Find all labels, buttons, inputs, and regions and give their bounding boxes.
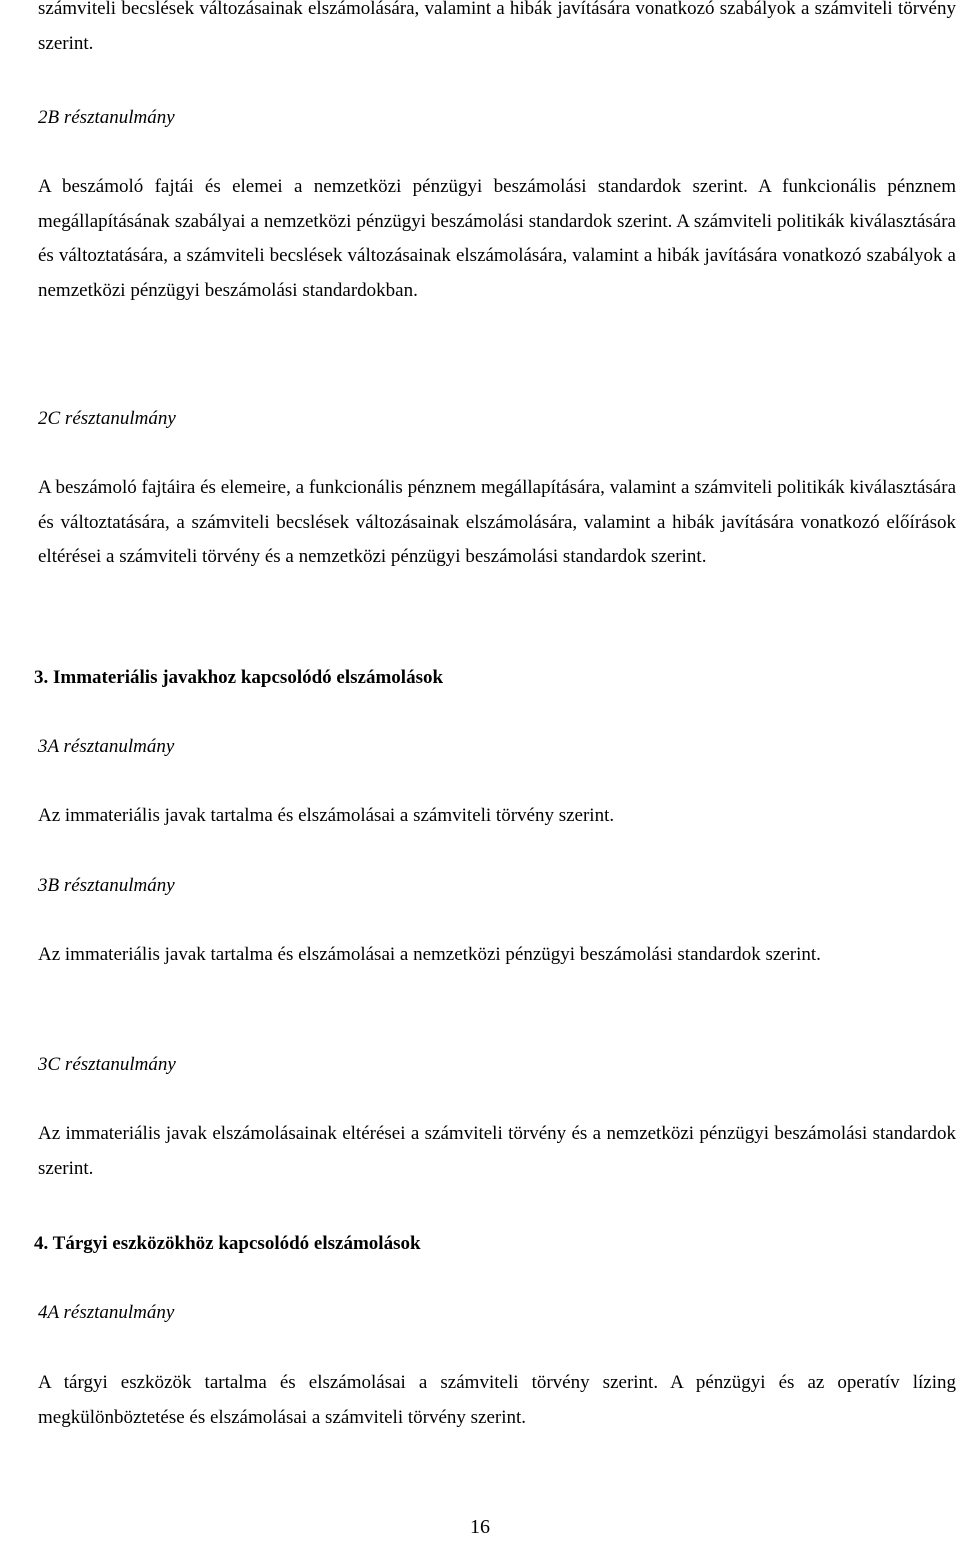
paragraph-2b: A beszámoló fajtái és elemei a nemzetközi pénzügyi beszámolási standardok szerint. A funkcionális pénznem megállapításának szabályai a nemzetközi pénzügyi beszámolási standardok szerint. A számviteli politikák kiválasztására és változtatására, a számviteli becslések változásainak elszámolására, valamint a hibák javítására vonatkozó szabályok a nemzetközi pénzügyi beszámolási standardokban. — [38, 176, 956, 301]
paragraph-3c: Az immateriális javak elszámolásainak eltérései a számviteli törvény és a nemzetközi pénzügyi beszámolási standardok szerint. — [38, 1123, 956, 1179]
subheading-3a: 3A résztanulmány — [38, 736, 175, 757]
paragraph-3a: Az immateriális javak tartalma és elszámolásai a számviteli törvény szerint. — [38, 805, 615, 826]
subheading-3c: 3C résztanulmány — [38, 1054, 176, 1075]
subheading-3b: 3B résztanulmány — [38, 875, 175, 896]
subheading-4a: 4A résztanulmány — [38, 1302, 175, 1323]
paragraph-2c: A beszámoló fajtáira és elemeire, a funkcionális pénznem megállapítására, valamint a számviteli politikák kiválasztására és változtatására, a számviteli becslések változásainak elszámolására, valamint a hibák javítására vonatkozó előírások eltérései a számviteli törvény és a nemzetközi pénzügyi beszámolási standardok szerint. — [38, 477, 956, 567]
section-heading-3: 3. Immateriális javakhoz kapcsolódó elszámolások — [34, 667, 444, 688]
paragraph-4a: A tárgyi eszközök tartalma és elszámolásai a számviteli törvény szerint. A pénzügyi és az operatív lízing megkülönböztetése és elszámolásai a számviteli törvény szerint. — [38, 1372, 956, 1428]
subheading-2b: 2B résztanulmány — [38, 107, 175, 128]
subheading-2c: 2C résztanulmány — [38, 408, 176, 429]
section-heading-4: 4. Tárgyi eszközökhöz kapcsolódó elszámolások — [34, 1233, 421, 1254]
paragraph-intro: számviteli becslések változásainak elszámolására, valamint a hibák javítására vonatkozó szabályok a számviteli törvény szerint. — [38, 0, 956, 54]
paragraph-3b: Az immateriális javak tartalma és elszámolásai a nemzetközi pénzügyi beszámolási standardok szerint. — [38, 944, 821, 965]
page-number: 16 — [470, 1516, 490, 1538]
